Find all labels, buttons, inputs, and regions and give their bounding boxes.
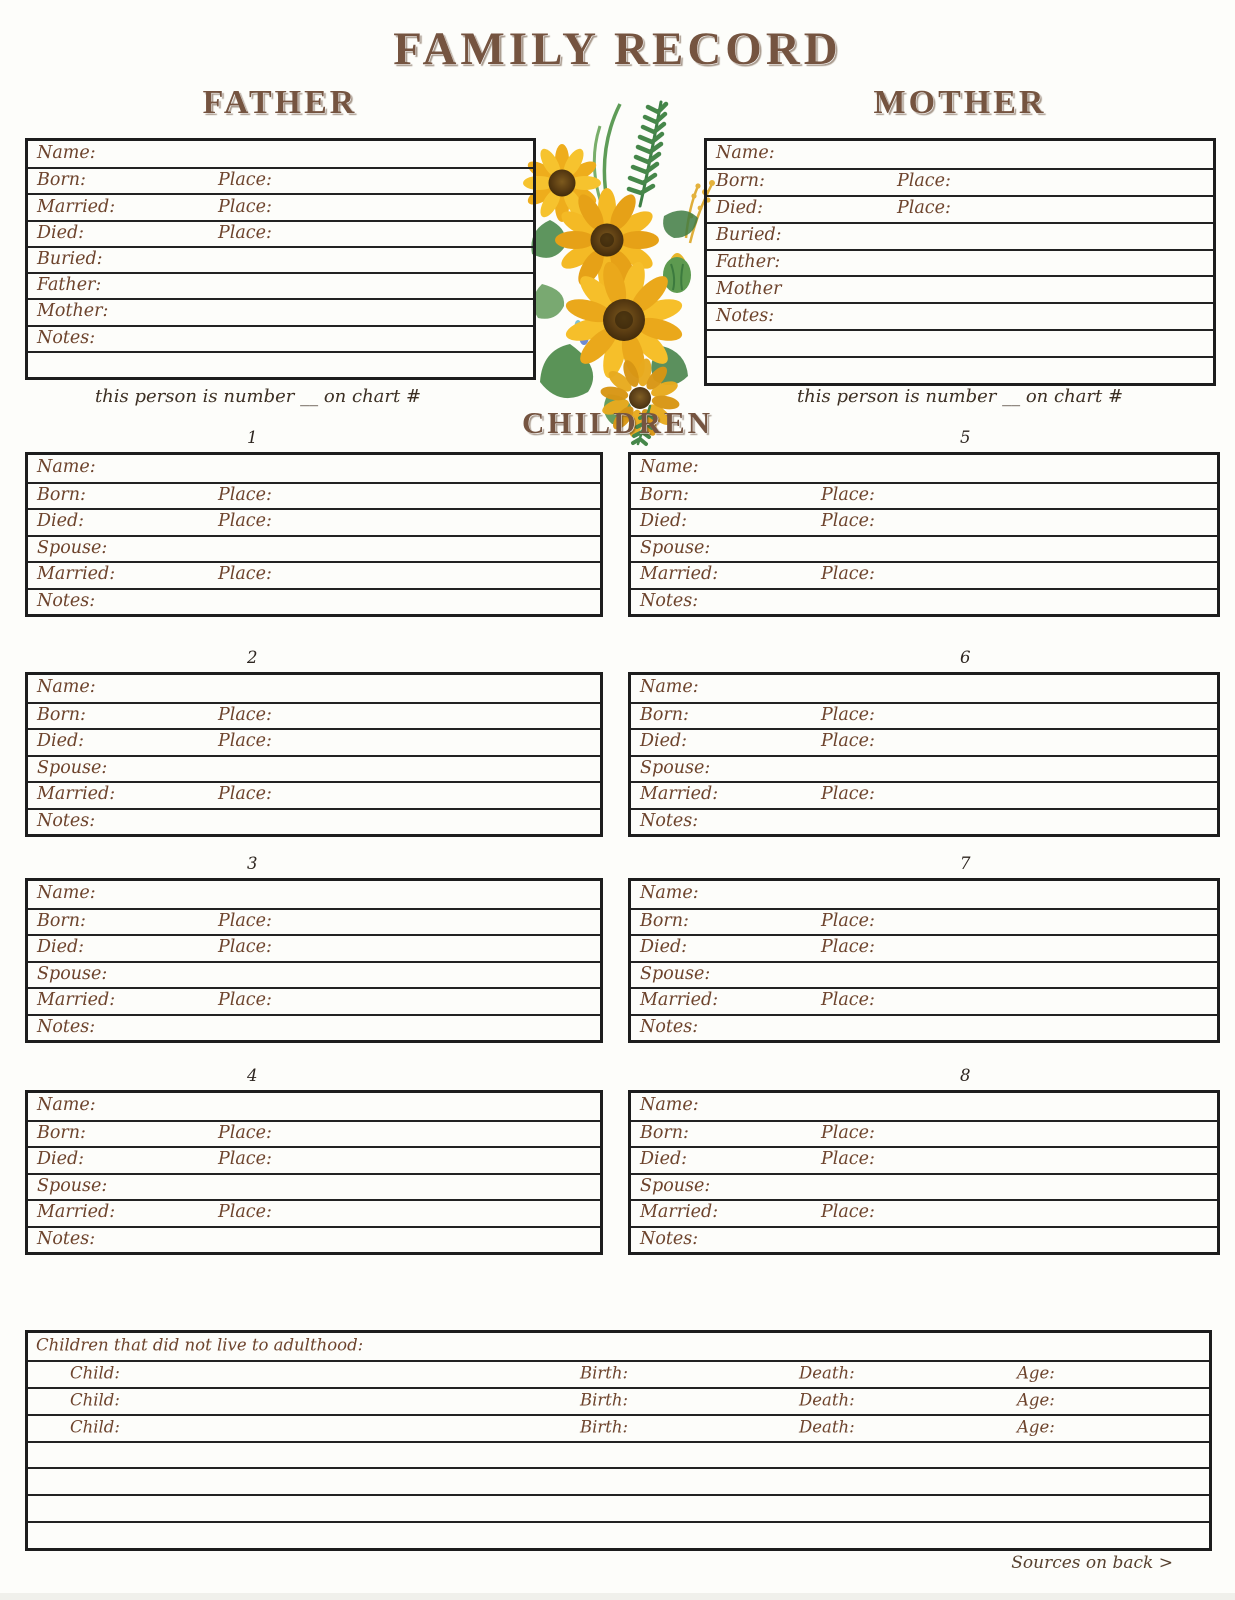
label-place: Place: [821,1122,875,1143]
father-row-died [28,220,533,246]
label-name: Name: [37,1095,96,1116]
child-box [628,672,1220,837]
child-row-notes [631,1014,1217,1041]
child-box [628,1090,1220,1255]
label-place: Place: [218,170,272,191]
child-row-died [28,1146,600,1173]
label-child: Child: [70,1417,120,1437]
child-number: 5 [960,428,971,447]
mother-row-mother [707,275,1213,302]
child-box [25,452,603,617]
child-row-spouse [631,755,1217,782]
label-died: Died: [37,1149,85,1170]
mother-row-notes [707,302,1213,329]
label-notes: Notes: [640,810,699,831]
label-name: Name: [640,883,699,904]
label-place: Place: [218,704,272,725]
label-died: Died: [640,731,688,752]
father-row-notes [28,325,533,351]
father-box [25,138,536,380]
label-place: Place: [218,731,272,752]
label-place: Place: [218,564,272,585]
label-notes: Notes: [37,1228,96,1249]
label-place: Place: [821,784,875,805]
children-heading: CHILDREN [521,405,714,440]
mother-heading: MOTHER [873,84,1047,121]
label-mother: Mother [716,279,782,300]
father-row-mother [28,298,533,324]
child-row-married [631,1199,1217,1226]
child-row-died [28,934,600,961]
child-row-died [631,508,1217,535]
child-row-married [28,987,600,1014]
label-born: Born: [37,484,86,505]
label-age: Age: [1017,1364,1055,1384]
mother-row-blank [707,356,1213,383]
child-row-died [28,728,600,755]
label-age: Age: [1017,1417,1055,1437]
label-spouse: Spouse: [37,1175,108,1196]
child-row-married [631,781,1217,808]
child-row-name [631,1093,1217,1120]
label-place: Place: [821,937,875,958]
label-child: Child: [70,1364,120,1384]
label-child: Child: [70,1390,120,1410]
label-died: Died: [37,937,85,958]
infant-mortality-row [28,1360,1209,1387]
label-married: Married: [640,1202,719,1223]
label-notes: Notes: [640,1228,699,1249]
section-header-label: Children that did not live to adulthood: [36,1336,364,1356]
label-spouse: Spouse: [640,963,711,984]
label-birth: Birth: [580,1364,629,1384]
label-buried: Buried: [716,225,782,246]
child-box [25,1090,603,1255]
label-born: Born: [716,171,765,192]
blank-row [28,1521,1209,1548]
child-row-spouse [28,961,600,988]
label-born: Born: [37,170,86,191]
child-row-spouse [631,961,1217,988]
infant-mortality-row [28,1414,1209,1441]
child-row-married [631,987,1217,1014]
child-row-married [28,561,600,588]
child-section-4 [25,1066,603,1255]
father-row-name [28,141,533,167]
label-place: Place: [821,1202,875,1223]
label-born: Born: [640,484,689,505]
child-row-born [28,702,600,729]
label-place: Place: [821,910,875,931]
child-number: 2 [247,648,258,667]
label-notes: Notes: [716,305,775,326]
label-place: Place: [897,171,951,192]
label-notes: Notes: [640,1016,699,1037]
father-row-buried [28,246,533,272]
label-born: Born: [37,910,86,931]
mother-row-buried [707,222,1213,249]
label-place: Place: [218,222,272,243]
sources-note: Sources on back > [1011,1553,1173,1573]
child-section-3 [25,854,603,1043]
label-father: Father: [37,275,102,296]
child-row-notes [28,588,600,615]
child-row-died [631,934,1217,961]
child-row-married [631,561,1217,588]
label-age: Age: [1017,1390,1055,1410]
child-row-name [28,675,600,702]
child-section-8 [628,1066,1220,1255]
child-row-died [631,1146,1217,1173]
child-number: 1 [247,428,258,447]
child-row-notes [28,808,600,835]
blank-row [28,1467,1209,1494]
label-notes: Notes: [37,327,96,348]
mother-row-father [707,249,1213,276]
child-row-died [631,728,1217,755]
infant-mortality-header-row [28,1333,1209,1360]
label-place: Place: [218,511,272,532]
label-spouse: Spouse: [640,1175,711,1196]
child-row-married [28,1199,600,1226]
child-section-7 [628,854,1220,1043]
label-died: Died: [37,511,85,532]
label-notes: Notes: [37,1016,96,1037]
label-place: Place: [218,484,272,505]
label-name: Name: [37,143,96,164]
label-place: Place: [821,511,875,532]
child-row-spouse [631,1173,1217,1200]
child-row-name [631,675,1217,702]
label-died: Died: [37,222,85,243]
label-notes: Notes: [640,590,699,611]
child-row-name [28,1093,600,1120]
label-place: Place: [821,484,875,505]
child-row-notes [28,1226,600,1253]
infant-mortality-box [25,1330,1212,1551]
child-row-name [631,455,1217,482]
child-row-notes [631,808,1217,835]
label-died: Died: [640,937,688,958]
child-row-spouse [28,535,600,562]
label-married: Married: [37,784,116,805]
label-spouse: Spouse: [640,757,711,778]
label-birth: Birth: [580,1417,629,1437]
label-place: Place: [218,937,272,958]
label-died: Died: [640,511,688,532]
label-died: Died: [640,1149,688,1170]
child-row-spouse [28,1173,600,1200]
page-title: FAMILY RECORD [393,23,842,75]
label-place: Place: [218,1149,272,1170]
label-name: Name: [640,457,699,478]
label-married: Married: [640,784,719,805]
child-number: 6 [960,648,971,667]
label-spouse: Spouse: [37,963,108,984]
label-married: Married: [37,196,116,217]
child-row-born [631,908,1217,935]
child-row-born [631,482,1217,509]
blank-row [28,1441,1209,1468]
label-died: Died: [716,198,764,219]
label-married: Married: [37,1202,116,1223]
label-born: Born: [37,1122,86,1143]
label-notes: Notes: [37,590,96,611]
blank-row [28,1494,1209,1521]
child-section-5 [628,428,1220,617]
label-place: Place: [821,990,875,1011]
child-section-6 [628,648,1220,837]
label-death: Death: [799,1417,855,1437]
child-row-died [28,508,600,535]
label-married: Married: [37,990,116,1011]
mother-row-died [707,195,1213,222]
mother-row-name [707,141,1213,168]
father-row-born [28,167,533,193]
child-row-born [631,1120,1217,1147]
child-row-name [28,455,600,482]
scan-edge-artifact [0,1593,1235,1600]
label-name: Name: [37,457,96,478]
father-row-father [28,272,533,298]
label-spouse: Spouse: [37,537,108,558]
label-death: Death: [799,1364,855,1384]
label-buried: Buried: [37,249,103,270]
child-row-born [28,908,600,935]
child-row-spouse [631,535,1217,562]
label-married: Married: [37,564,116,585]
father-row-married [28,193,533,219]
label-born: Born: [640,704,689,725]
mother-row-born [707,168,1213,195]
label-place: Place: [821,704,875,725]
label-place: Place: [218,990,272,1011]
label-married: Married: [640,990,719,1011]
child-number: 4 [247,1066,258,1085]
label-died: Died: [37,731,85,752]
label-mother: Mother: [37,301,109,322]
label-born: Born: [37,704,86,725]
child-row-born [631,702,1217,729]
label-birth: Birth: [580,1390,629,1410]
father-row-blank [28,351,533,377]
child-row-notes [631,1226,1217,1253]
child-row-born [28,482,600,509]
label-place: Place: [218,1202,272,1223]
label-place: Place: [897,198,951,219]
child-row-married [28,781,600,808]
sunflower-illustration [512,88,717,448]
child-box [628,878,1220,1043]
label-father: Father: [716,252,781,273]
label-death: Death: [799,1390,855,1410]
label-name: Name: [640,1095,699,1116]
child-section-1 [25,428,603,617]
label-notes: Notes: [37,810,96,831]
label-spouse: Spouse: [640,537,711,558]
label-place: Place: [218,784,272,805]
label-place: Place: [821,564,875,585]
label-married: Married: [640,564,719,585]
label-name: Name: [640,677,699,698]
infant-mortality-row [28,1387,1209,1414]
father-chart-note: this person is number __ on chart # [94,386,422,407]
child-number: 7 [960,854,971,873]
child-row-notes [28,1014,600,1041]
label-name: Name: [716,143,775,164]
label-place: Place: [218,196,272,217]
mother-row-blank [707,329,1213,356]
child-box [25,878,603,1043]
mother-chart-note: this person is number __ on chart # [796,386,1124,407]
child-row-born [28,1120,600,1147]
child-box [628,452,1220,617]
label-place: Place: [821,1149,875,1170]
label-place: Place: [218,910,272,931]
child-number: 8 [960,1066,971,1085]
father-heading: FATHER [202,84,358,121]
label-spouse: Spouse: [37,757,108,778]
label-place: Place: [821,731,875,752]
label-place: Place: [218,1122,272,1143]
child-row-name [28,881,600,908]
label-name: Name: [37,883,96,904]
child-number: 3 [247,854,258,873]
child-box [25,672,603,837]
child-row-name [631,881,1217,908]
child-row-spouse [28,755,600,782]
label-name: Name: [37,677,96,698]
mother-box [704,138,1216,386]
child-row-notes [631,588,1217,615]
label-born: Born: [640,910,689,931]
label-born: Born: [640,1122,689,1143]
child-section-2 [25,648,603,837]
